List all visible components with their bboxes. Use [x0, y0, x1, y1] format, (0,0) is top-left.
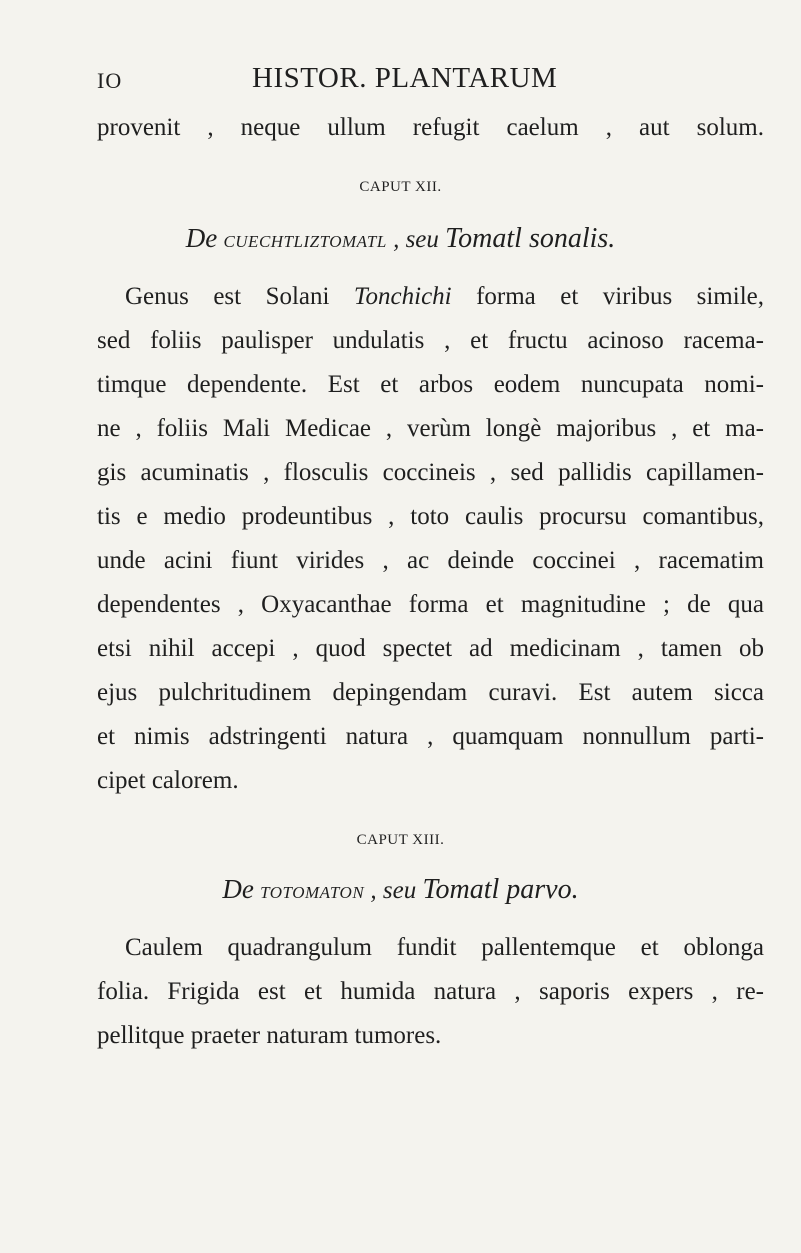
page-number: IO	[97, 68, 123, 93]
chapter-12-title	[0, 222, 801, 258]
chapter-12-line-7: unde acini fiunt virides , ac deinde coccinei , racematim	[97, 547, 764, 574]
chapter-12-line-2: sed foliis paulisper undulatis , et fructu acinoso racema-	[97, 327, 764, 354]
chapter-12-line-1-prefix: Genus est Solani	[125, 283, 354, 310]
chapter-12-heading: CAPUT XII.	[359, 179, 442, 195]
chapter-13-line-3: pellitque praeter naturam tumores.	[97, 1022, 442, 1049]
chapter-12-line-1-italic: Tonchichi	[353, 283, 452, 310]
chapter-12-line-12: cipet calorem.	[97, 767, 239, 794]
chapter-12-line-11: et nimis adstringenti natura , quamquam nonnullum parti-	[97, 723, 764, 750]
chapter-13-title-de: De	[222, 874, 254, 904]
chapter-12-line-3: timque dependente. Est et arbos eodem nuncupata nomi-	[97, 371, 764, 398]
chapter-12-line-1-suffix: forma et viribus simile,	[451, 283, 764, 310]
chapter-12-line-1	[125, 282, 764, 312]
chapter-12-line-10: ejus pulchritudinem depingendam curavi. Est autem sicca	[97, 679, 764, 706]
chapter-13-title-sep: , seu	[364, 877, 423, 904]
chapter-12-title-sep: , seu	[386, 226, 446, 253]
chapter-12-line-5: gis acuminatis , flosculis coccineis , sed pallidis capillamen-	[97, 459, 764, 486]
chapter-12-title-de: De	[185, 223, 218, 253]
chapter-13-line-1: Caulem quadrangulum fundit pallentemque et oblonga	[125, 934, 764, 961]
opening-line: provenit , neque ullum refugit caelum , aut solum.	[97, 114, 764, 141]
chapter-13-title-name: TOTOMATON	[260, 883, 365, 902]
chapter-13-heading: CAPUT XIII.	[356, 832, 445, 848]
chapter-12-line-8: dependentes , Oxyacanthae forma et magnitudine ; de qua	[97, 591, 764, 618]
chapter-13-line-2: folia. Frigida est et humida natura , saporis expers , re-	[97, 978, 764, 1005]
chapter-12-line-9: etsi nihil accepi , quod spectet ad medicinam , tamen ob	[97, 635, 764, 662]
page-header	[0, 62, 801, 102]
chapter-12-title-name: CUECHTLIZTOMATL	[223, 232, 387, 251]
chapter-12-line-4: ne , foliis Mali Medicae , verùm longè majoribus , et ma-	[97, 415, 764, 442]
chapter-13-title	[0, 873, 801, 909]
chapter-12-line-6: tis e medio prodeuntibus , toto caulis procursu comantibus,	[97, 503, 764, 530]
chapter-12-title-alt: Tomatl sonalis.	[445, 223, 616, 254]
running-head: HISTOR. PLANTARUM	[252, 62, 558, 94]
chapter-13-title-alt: Tomatl parvo.	[422, 874, 579, 905]
